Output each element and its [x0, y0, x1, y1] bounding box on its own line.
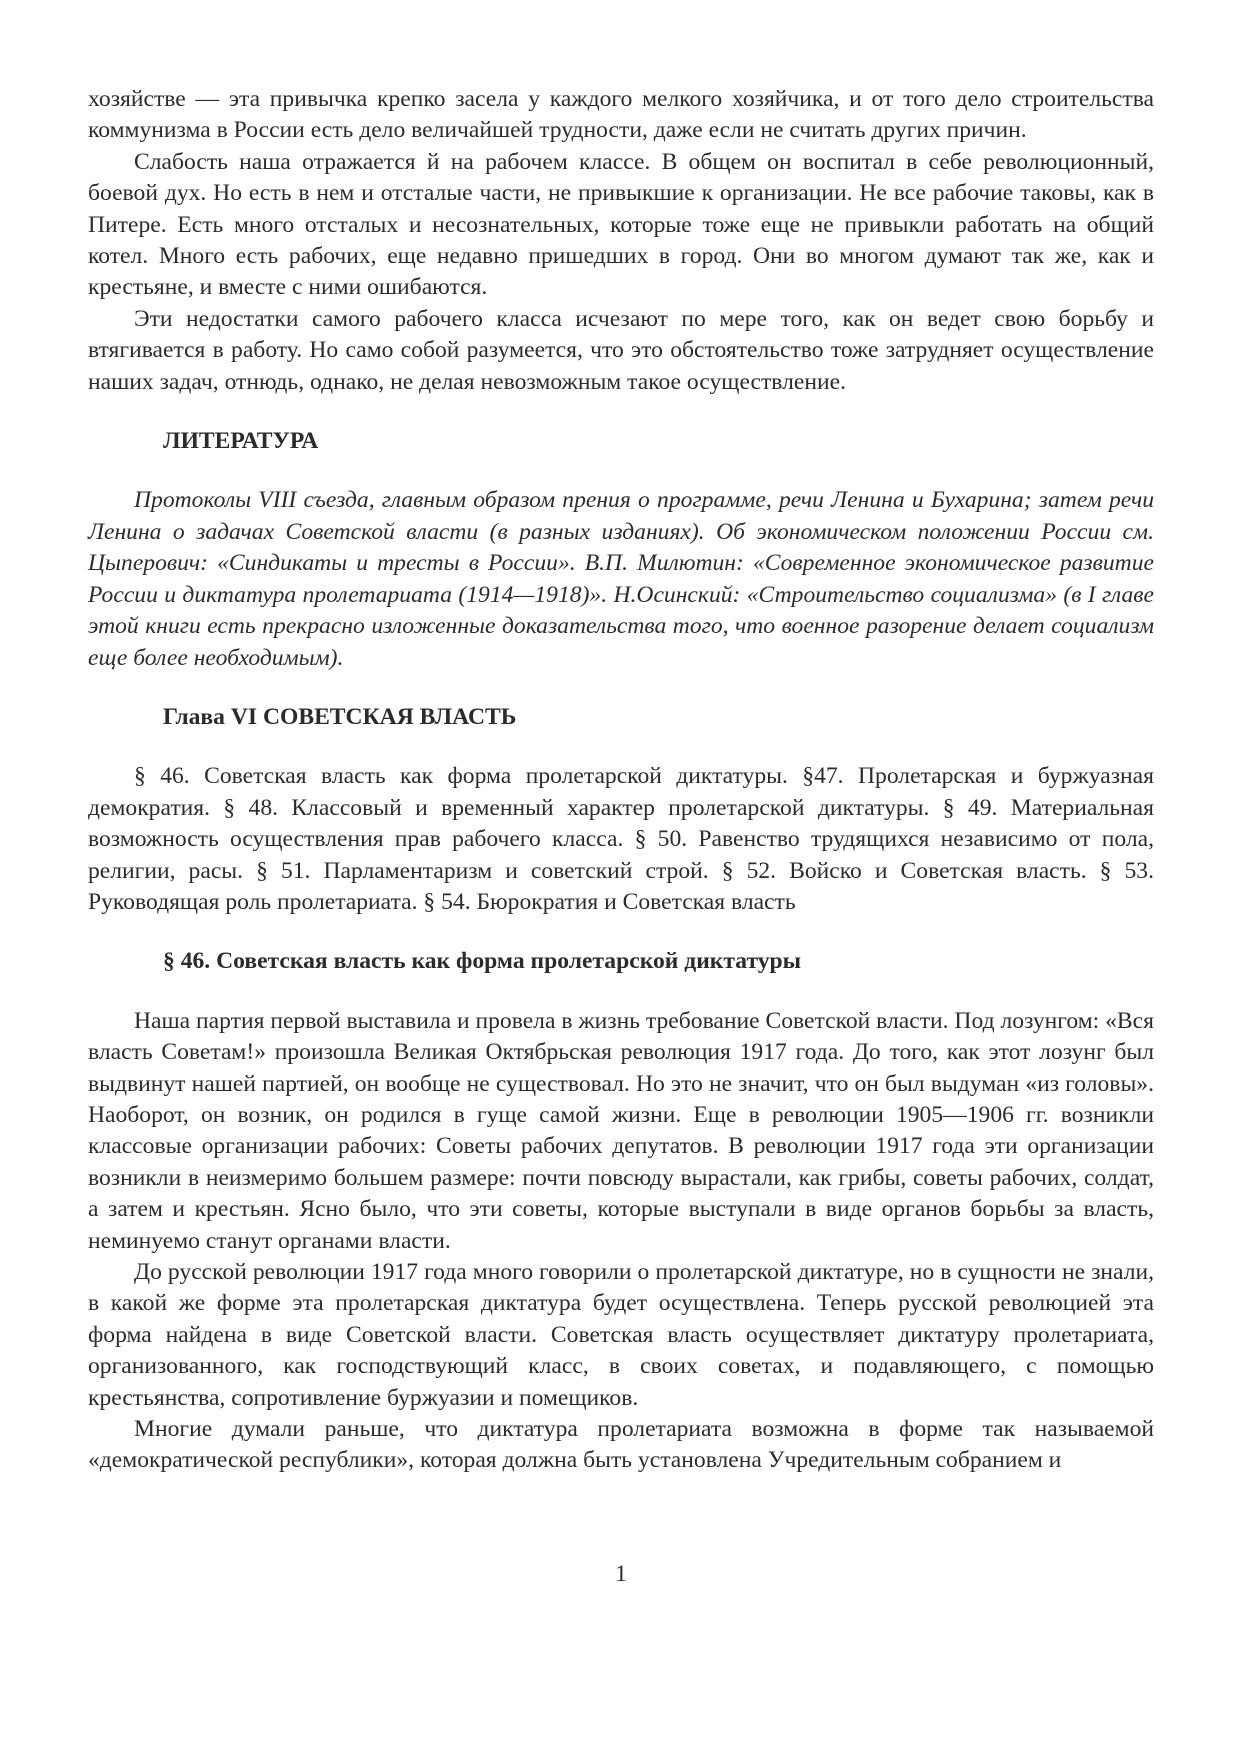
chapter-heading: Глава VI СОВЕТСКАЯ ВЛАСТЬ [163, 703, 517, 730]
paragraph-shortcomings: Эти недостатки самого рабочего класса исчезают по мере того, как он ведет свою борьбу и втягивается в работу. Но само собой разумеется, что это обстоятельство тоже затрудняет осуществление наших задач, отнюдь, однако, не делая невозможным такое осуществление. [88, 305, 1154, 395]
document-page [88, 84, 1154, 1477]
section-46-heading: § 46. Советская власть как форма пролетарской диктатуры [163, 948, 802, 975]
section-46-paragraph-3: Многие думали раньше, что диктатура пролетариата возможна в форме так называемой «демократической республики», которая должна быть установлена Учредительным собранием и [88, 1416, 1154, 1474]
literature-text: Протоколы VIII съезда, главным образом прения о программе, речи Ленина и Бухарина; затем речи Ленина о задачах Советской власти (в разных изданиях). Об экономическом положении России см. Цыперович: «Синдикаты и тресты в России». В.П. Милютин: «Современное экономическое развитие России и диктатура пролетариата (1914—1918)». Н.Осинский: «Строительство социализма» (в I главе этой книги есть прекрасно изложенные доказательства того, что военное разорение делает социализм еще более необходимым). [88, 487, 1154, 671]
literature-heading: ЛИТЕРАТУРА [163, 428, 319, 455]
chapter-contents: § 46. Советская власть как форма пролетарской диктатуры. §47. Пролетарская и буржуазная демократия. § 48. Классовый и временный характер пролетарской диктатуры. § 49. Материальная возможность осуществления прав рабочего класса. § 50. Равенство трудящихся независимо от пола, религии, расы. § 51. Парламентаризм и советский строй. § 52. Войско и Советская власть. § 53. Руководящая роль пролетариата. § 54. Бюрократия и Советская власть [88, 763, 1154, 915]
paragraph-continuation: хозяйстве — эта привычка крепко засела у каждого мелкого хозяйчика, и от того дело строительства коммунизма в России есть дело величайшей трудности, даже если не считать других причин. [88, 86, 1154, 144]
section-46-paragraph-1: Наша партия первой выставила и провела в жизнь требование Советской власти. Под лозунгом: «Вся власть Советам!» произошла Великая Октябрьская революция 1917 года. До того, как этот лозунг был выдвинут нашей партией, он вообще не существовал. Но это не значит, что он был выдуман «из головы». Наоборот, он возник, он родился в гуще самой жизни. Еще в революции 1905—1906 гг. возникли классовые организации рабочих: Советы рабочих депутатов. В революции 1917 года эти организации возникли в неизмеримо большем размере: почти повсюду вырастали, как грибы, советы рабочих, солдат, а затем и крестьян. Ясно было, что эти советы, которые выступали в виде органов борьбы за власть, неминуемо станут органами власти. [88, 1007, 1154, 1254]
section-46-paragraph-2: До русской революции 1917 года много говорили о пролетарской диктатуре, но в сущности не знали, в какой же форме эта пролетарская диктатура будет осуществлена. Теперь русской революцией эта форма найдена в виде Советской власти. Советская власть осуществляет диктатуру пролетариата, организованного, как господствующий класс, в своих советах, и подавляющего, с помощью крестьянства, сопротивление буржуазии и помещиков. [88, 1259, 1154, 1411]
paragraph-working-class-weakness: Слабость наша отражается й на рабочем классе. В общем он воспитал в себе революционный, боевой дух. Но есть в нем и отсталые части, не привыкшие к организации. Не все рабочие таковы, как в Питере. Есть много отсталых и несознательных, которые тоже еще не привыкли работать на общий котел. Много есть рабочих, еще недавно пришедших в город. Они во многом думают так же, как и крестьяне, и вместе с ними ошибаются. [88, 148, 1154, 301]
page-number: 1 [615, 1561, 627, 1587]
